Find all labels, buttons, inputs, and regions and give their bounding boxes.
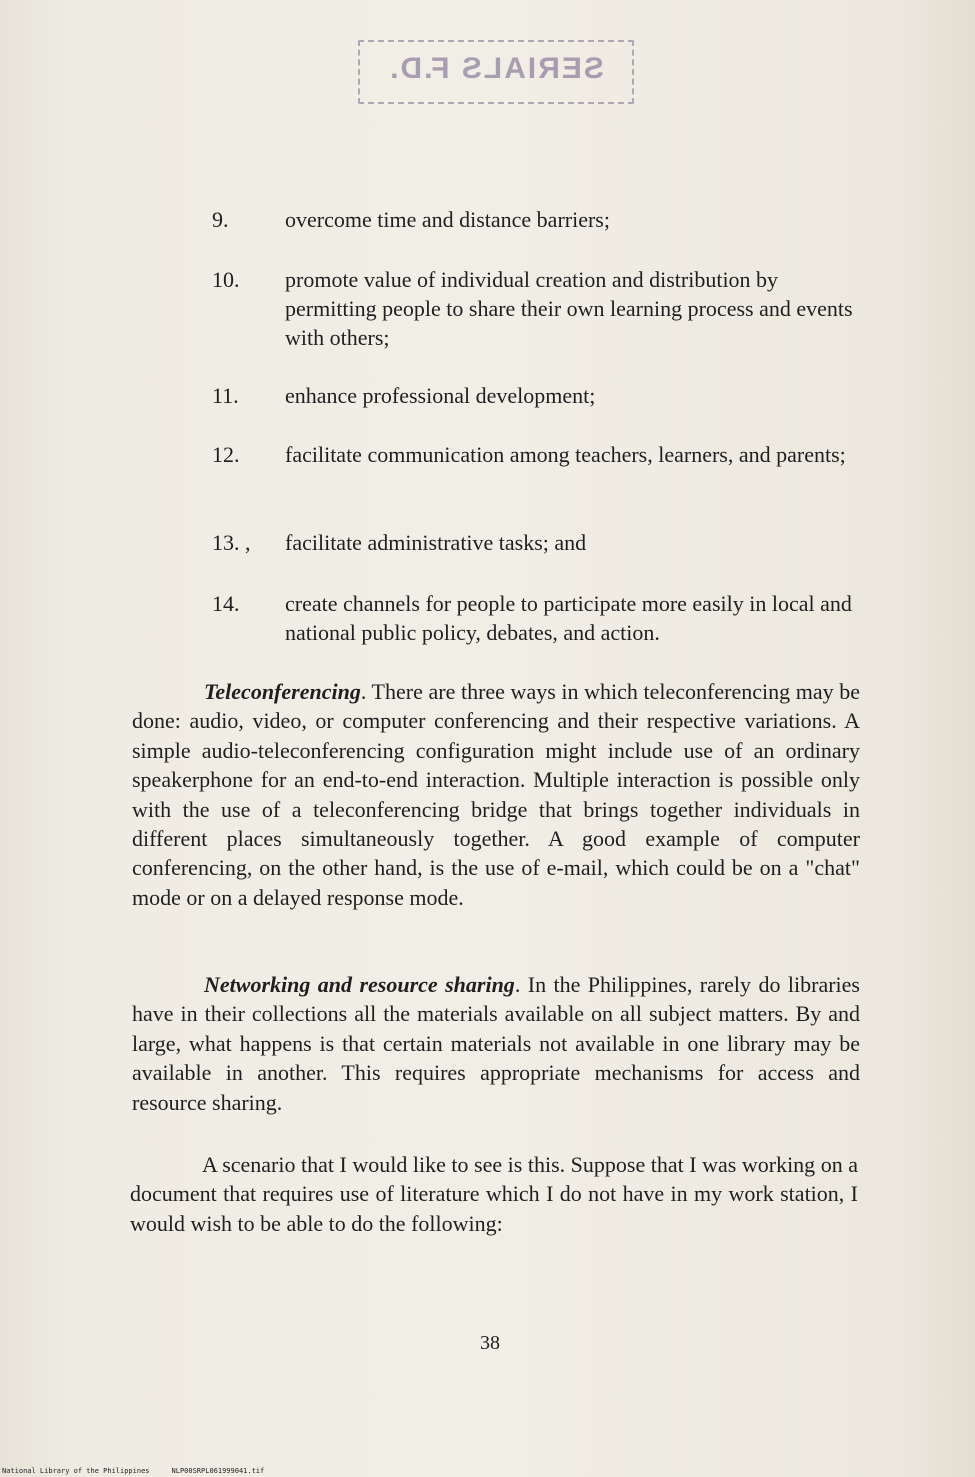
stamp-text: SERIALS F.D. [388,52,604,85]
list-item-text: enhance professional development; [285,383,596,408]
serials-stamp [358,40,634,104]
scan-footer [2,1467,286,1475]
list-item-text: create channels for people to participate more easily in local and national public policy, debates, and action. [285,591,852,645]
list-item-number: 11. [212,383,239,408]
teleconferencing-body: . There are three ways in which teleconferencing may be done: audio, video, or computer conferencing and their respective variations. A simple audio-teleconferencing configuration might include use of an ordinary speakerphone for an end-to-end interaction. Multiple interaction is possible only with the use of a teleconferencing bridge that brings together individuals in different places simultaneously together. A good example of computer conferencing, on the other hand, is the use of e-mail, which could be on a "chat" mode or on a delayed response mode. [132,679,860,910]
scenario-body: A scenario that I would like to see is this. Suppose that I was working on a document that requires use of literature which I do not have in my work station, I would wish to be able to do the following: [130,1152,858,1236]
teleconferencing-heading: Teleconferencing [204,679,361,704]
page-number: 38 [480,1332,500,1354]
list-item-number: 9. [212,207,229,232]
list-item-text: facilitate communication among teachers, learners, and parents; [285,442,846,467]
networking-body: . In the Philippines, rarely do libraries have in their collections all the materials available on all subject matters. By and large, what happens is that certain materials not available in one library may be available in another. This requires appropriate mechanisms for access and resource sharing. [132,972,860,1115]
teleconferencing-paragraph [132,677,860,912]
networking-heading: Networking and resource sharing [204,972,515,997]
scenario-paragraph [130,1150,858,1238]
list-item-number: 13. , [212,530,251,555]
list-item-text: promote value of individual creation and distribution by permitting people to share their own learning process and events with others; [285,267,853,350]
list-item-text: facilitate administrative tasks; and [285,530,587,555]
networking-paragraph [132,970,860,1117]
list-item-text: overcome time and distance barriers; [285,207,610,232]
footer-file: NLP00SRPL061999041.tif [171,1467,265,1475]
list-item-number: 12. [212,442,240,467]
list-item-number: 14. [212,591,240,616]
footer-library: National Library of the Philippines [2,1467,150,1475]
list-item-number: 10. [212,267,240,292]
